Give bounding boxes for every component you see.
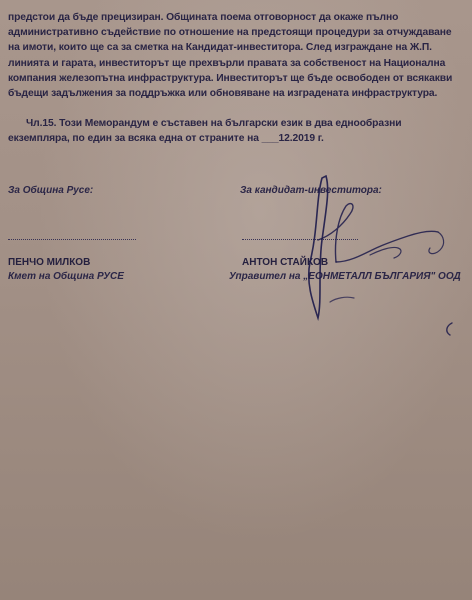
paragraph-line: на имоти, които ще са за сметка на Кандидат-инвеститора. След изграждане на Ж.П. xyxy=(8,42,432,54)
article-15-line: Чл.15. Този Меморандум е съставен на български език в два еднообразни xyxy=(26,118,402,129)
left-for-label: За Община Русе: xyxy=(8,185,94,196)
right-signatory-title: Управител на „ЕОНМЕТАЛЛ БЪЛГАРИЯ" ООД xyxy=(229,271,461,282)
paragraph-line: компания железопътна инфраструктура. Инвеститорът ще бъде освободен от всякакви xyxy=(8,72,453,84)
paragraph-line: предстои да бъде прецизиран. Общината поема отговорност да окаже пълно xyxy=(8,12,399,23)
paragraph-line: бъдещи задължения за поддръжка или обновяване на изградената инфраструктура. xyxy=(8,88,438,100)
article-15-line: екземпляра, по един за всяка една от страните на ___12.2019 г. xyxy=(8,133,324,145)
right-signatory-name: АНТОН СТАЙКОВ xyxy=(242,257,329,268)
paragraph-line: линията и гарата, инвеститорът ще прехвърли правата за собственост на Национална xyxy=(8,57,446,69)
left-signatory-title: Кмет на Община РУСЕ xyxy=(8,271,124,282)
right-for-label: За кандидат-инвеститора: xyxy=(240,185,382,196)
left-signatory-name: ПЕНЧО МИЛКОВ xyxy=(8,257,91,268)
paragraph-line: административно съдействие по отношение на предстоящи процедури за отчуждаване xyxy=(8,27,452,39)
